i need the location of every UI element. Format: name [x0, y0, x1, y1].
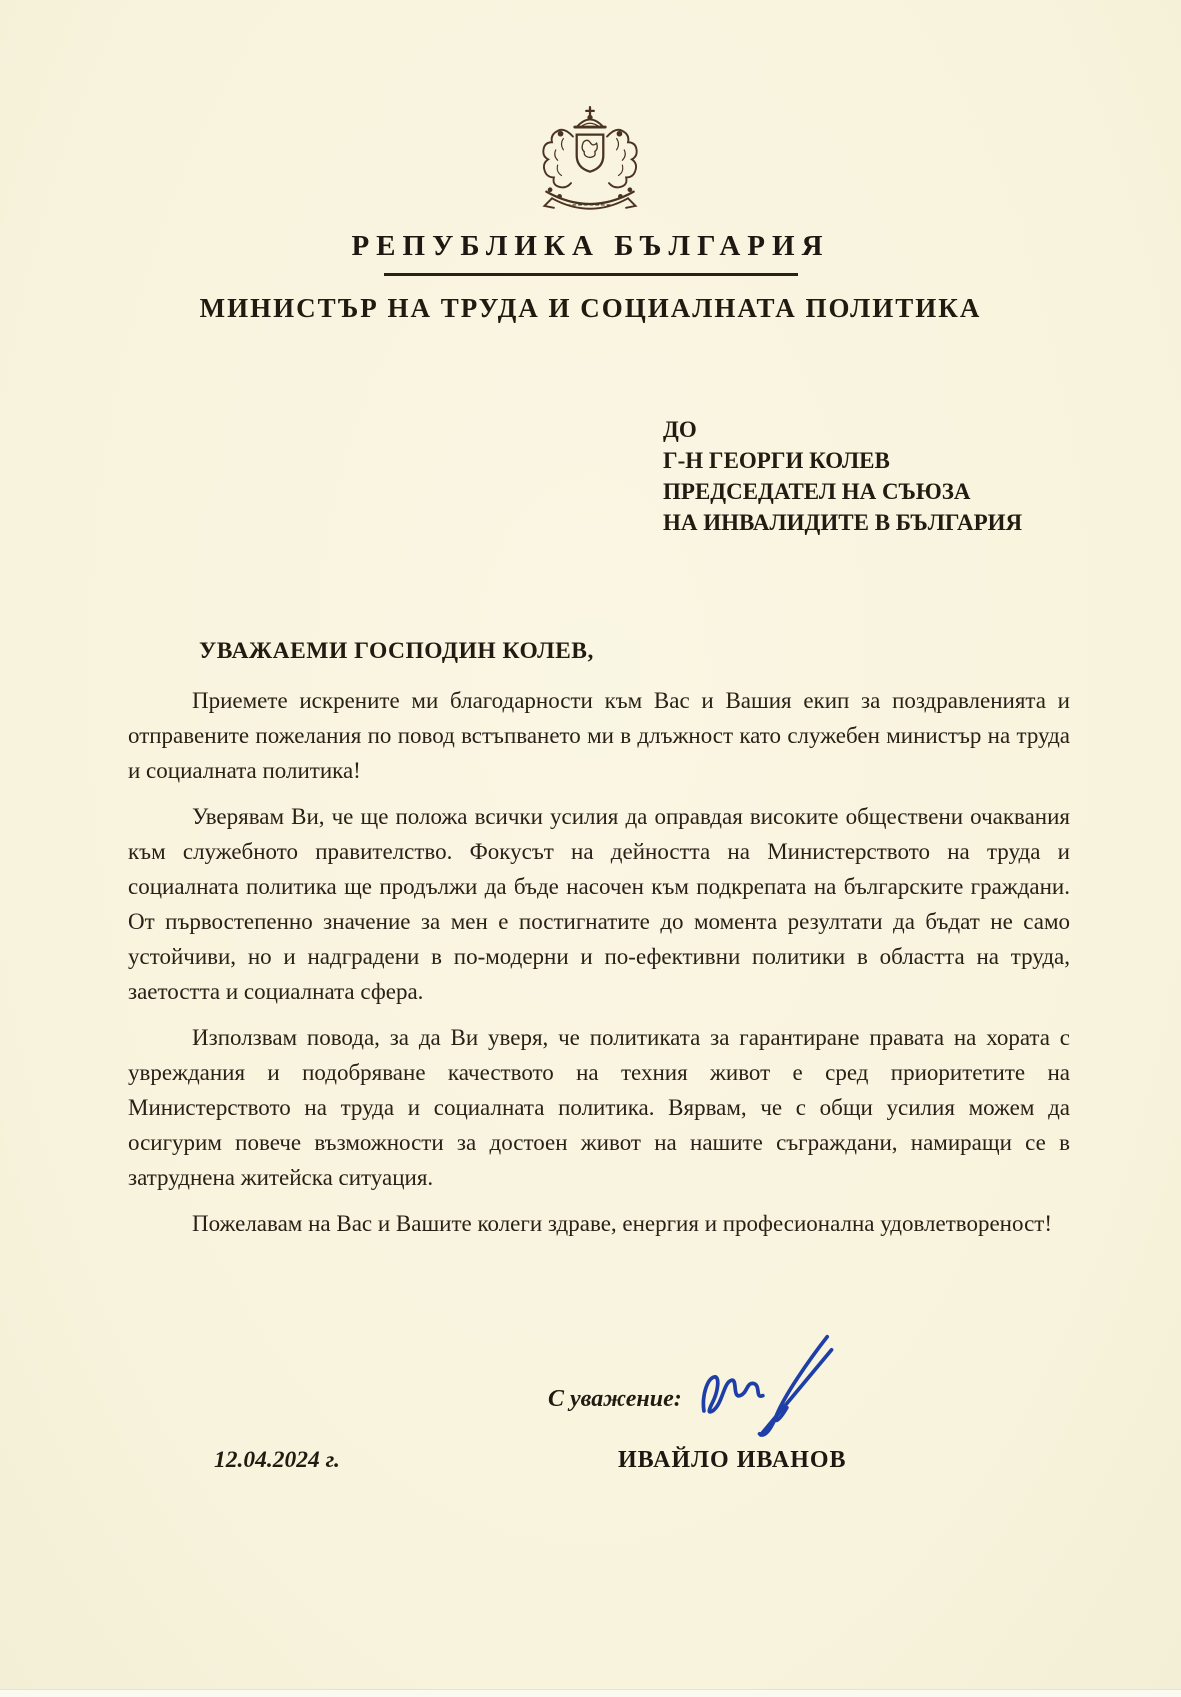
- salutation: УВАЖАЕМИ ГОСПОДИН КОЛЕВ,: [199, 638, 594, 664]
- letter-paragraph: Пожелавам на Вас и Вашите колеги здраве, енергия и професионална удовлетвореност!: [192, 1211, 1052, 1236]
- recipient-line: ДО: [663, 417, 697, 442]
- letter-date: 12.04.2024 г.: [214, 1447, 340, 1473]
- recipient-line: ПРЕДСЕДАТЕЛ НА СЪЮЗА: [663, 479, 971, 504]
- letter-paragraph: Приемете искрените ми благодарности към Вас и Вашия екип за поздравленията и отправените пожелания по повод встъпването ми в длъжност като служебен министър на труда и социалната политика!: [128, 688, 1070, 783]
- recipient-address-block: [663, 414, 1022, 538]
- letter-body: [128, 683, 1070, 1252]
- letter-paragraph: Уверявам Ви, че ще положа всички усилия да оправдая високите обществени очаквания към служебното правителство. Фокусът на дейността на Министерството на труда и социалната политика ще продължи да бъде насочен към подкрепата на българските граждани. От първостепенно значение за мен е постигнатите до момента резултати да бъдат не само устойчиви, но и надградени в по-модерни и по-ефективни политики в областта на труда, заетостта и социалната сфера.: [128, 804, 1070, 1004]
- letter-paragraph: Използвам повода, за да Ви уверя, че политиката за гарантиране правата на хората с увреждания и подобряване качеството на техния живот е сред приоритетите на Министерството на труда и социалната политика. Вярвам, че с общи усилия можем да осигурим повече възможности за достоен живот на нашите съграждани, намиращи се в затруднена житейска ситуация.: [128, 1025, 1070, 1190]
- signatory-name: ИВАЙЛО ИВАНОВ: [618, 1447, 847, 1473]
- scan-bottom-edge: [0, 1689, 1181, 1697]
- ministry-title: МИНИСТЪР НА ТРУДА И СОЦИАЛНАТА ПОЛИТИКА: [199, 293, 982, 323]
- handwritten-signature-icon: [693, 1328, 861, 1448]
- bulgarian-coat-of-arms-icon: [514, 104, 666, 228]
- valediction: С уважение:: [548, 1386, 682, 1412]
- recipient-line: НА ИНВАЛИДИТЕ В БЪЛГАРИЯ: [663, 510, 1023, 535]
- recipient-line: Г-Н ГЕОРГИ КОЛЕВ: [663, 448, 890, 473]
- republic-title: РЕПУБЛИКА БЪЛГАРИЯ: [351, 230, 830, 262]
- header-divider-rule: [384, 273, 798, 276]
